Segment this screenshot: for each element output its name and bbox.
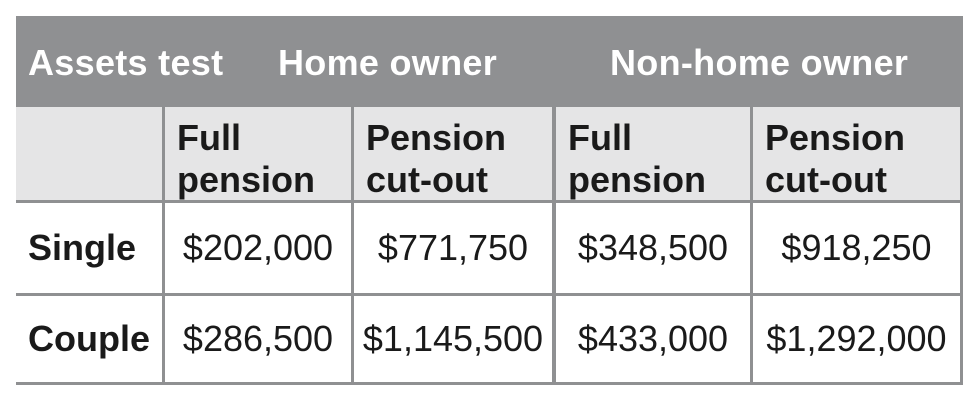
subheader-label-line2: cut-out: [366, 159, 488, 200]
table-cell: [753, 296, 960, 382]
cell-value: $348,500: [577, 227, 729, 268]
subheader-empty-cell: [16, 107, 162, 200]
cell-value: $918,250: [781, 227, 932, 268]
subheader-label-line2: pension: [177, 159, 316, 200]
table-row-label-couple: [16, 296, 162, 382]
table-cell: [165, 203, 351, 293]
cell-value: $433,000: [577, 318, 729, 359]
cell-value: $1,145,500: [362, 318, 544, 359]
table-cell: [556, 203, 750, 293]
cell-value: $1,292,000: [766, 318, 947, 359]
subheader-label-line2: cut-out: [765, 159, 887, 200]
subheader-label-line1: Full: [177, 117, 241, 158]
subheader-label-line1: Pension: [366, 117, 507, 158]
table-header-row: [16, 16, 963, 107]
header-home-owner: Home owner: [278, 42, 498, 83]
subheader-home-full-pension: [165, 107, 351, 200]
table-row-label-single: [16, 203, 162, 293]
row-label: Couple: [28, 318, 150, 359]
table-cell: [354, 296, 552, 382]
table-cell: [753, 203, 960, 293]
subheader-label-line2: pension: [568, 159, 707, 200]
subheader-label-line1: Full: [568, 117, 632, 158]
cell-value: $286,500: [182, 318, 334, 359]
table-cell: [354, 203, 552, 293]
subheader-label-line1: Pension: [765, 117, 906, 158]
header-non-home-owner: Non-home owner: [610, 42, 909, 83]
table-cell: [556, 296, 750, 382]
header-assets-test: Assets test: [28, 42, 224, 83]
subheader-home-pension-cutout: [354, 107, 552, 200]
cell-value: $771,750: [377, 227, 529, 268]
subheader-non-pension-cutout: [753, 107, 960, 200]
cell-value: $202,000: [182, 227, 334, 268]
assets-test-table: [16, 16, 963, 385]
row-label: Single: [28, 227, 137, 268]
subheader-non-full-pension: [556, 107, 750, 200]
table-cell: [165, 296, 351, 382]
